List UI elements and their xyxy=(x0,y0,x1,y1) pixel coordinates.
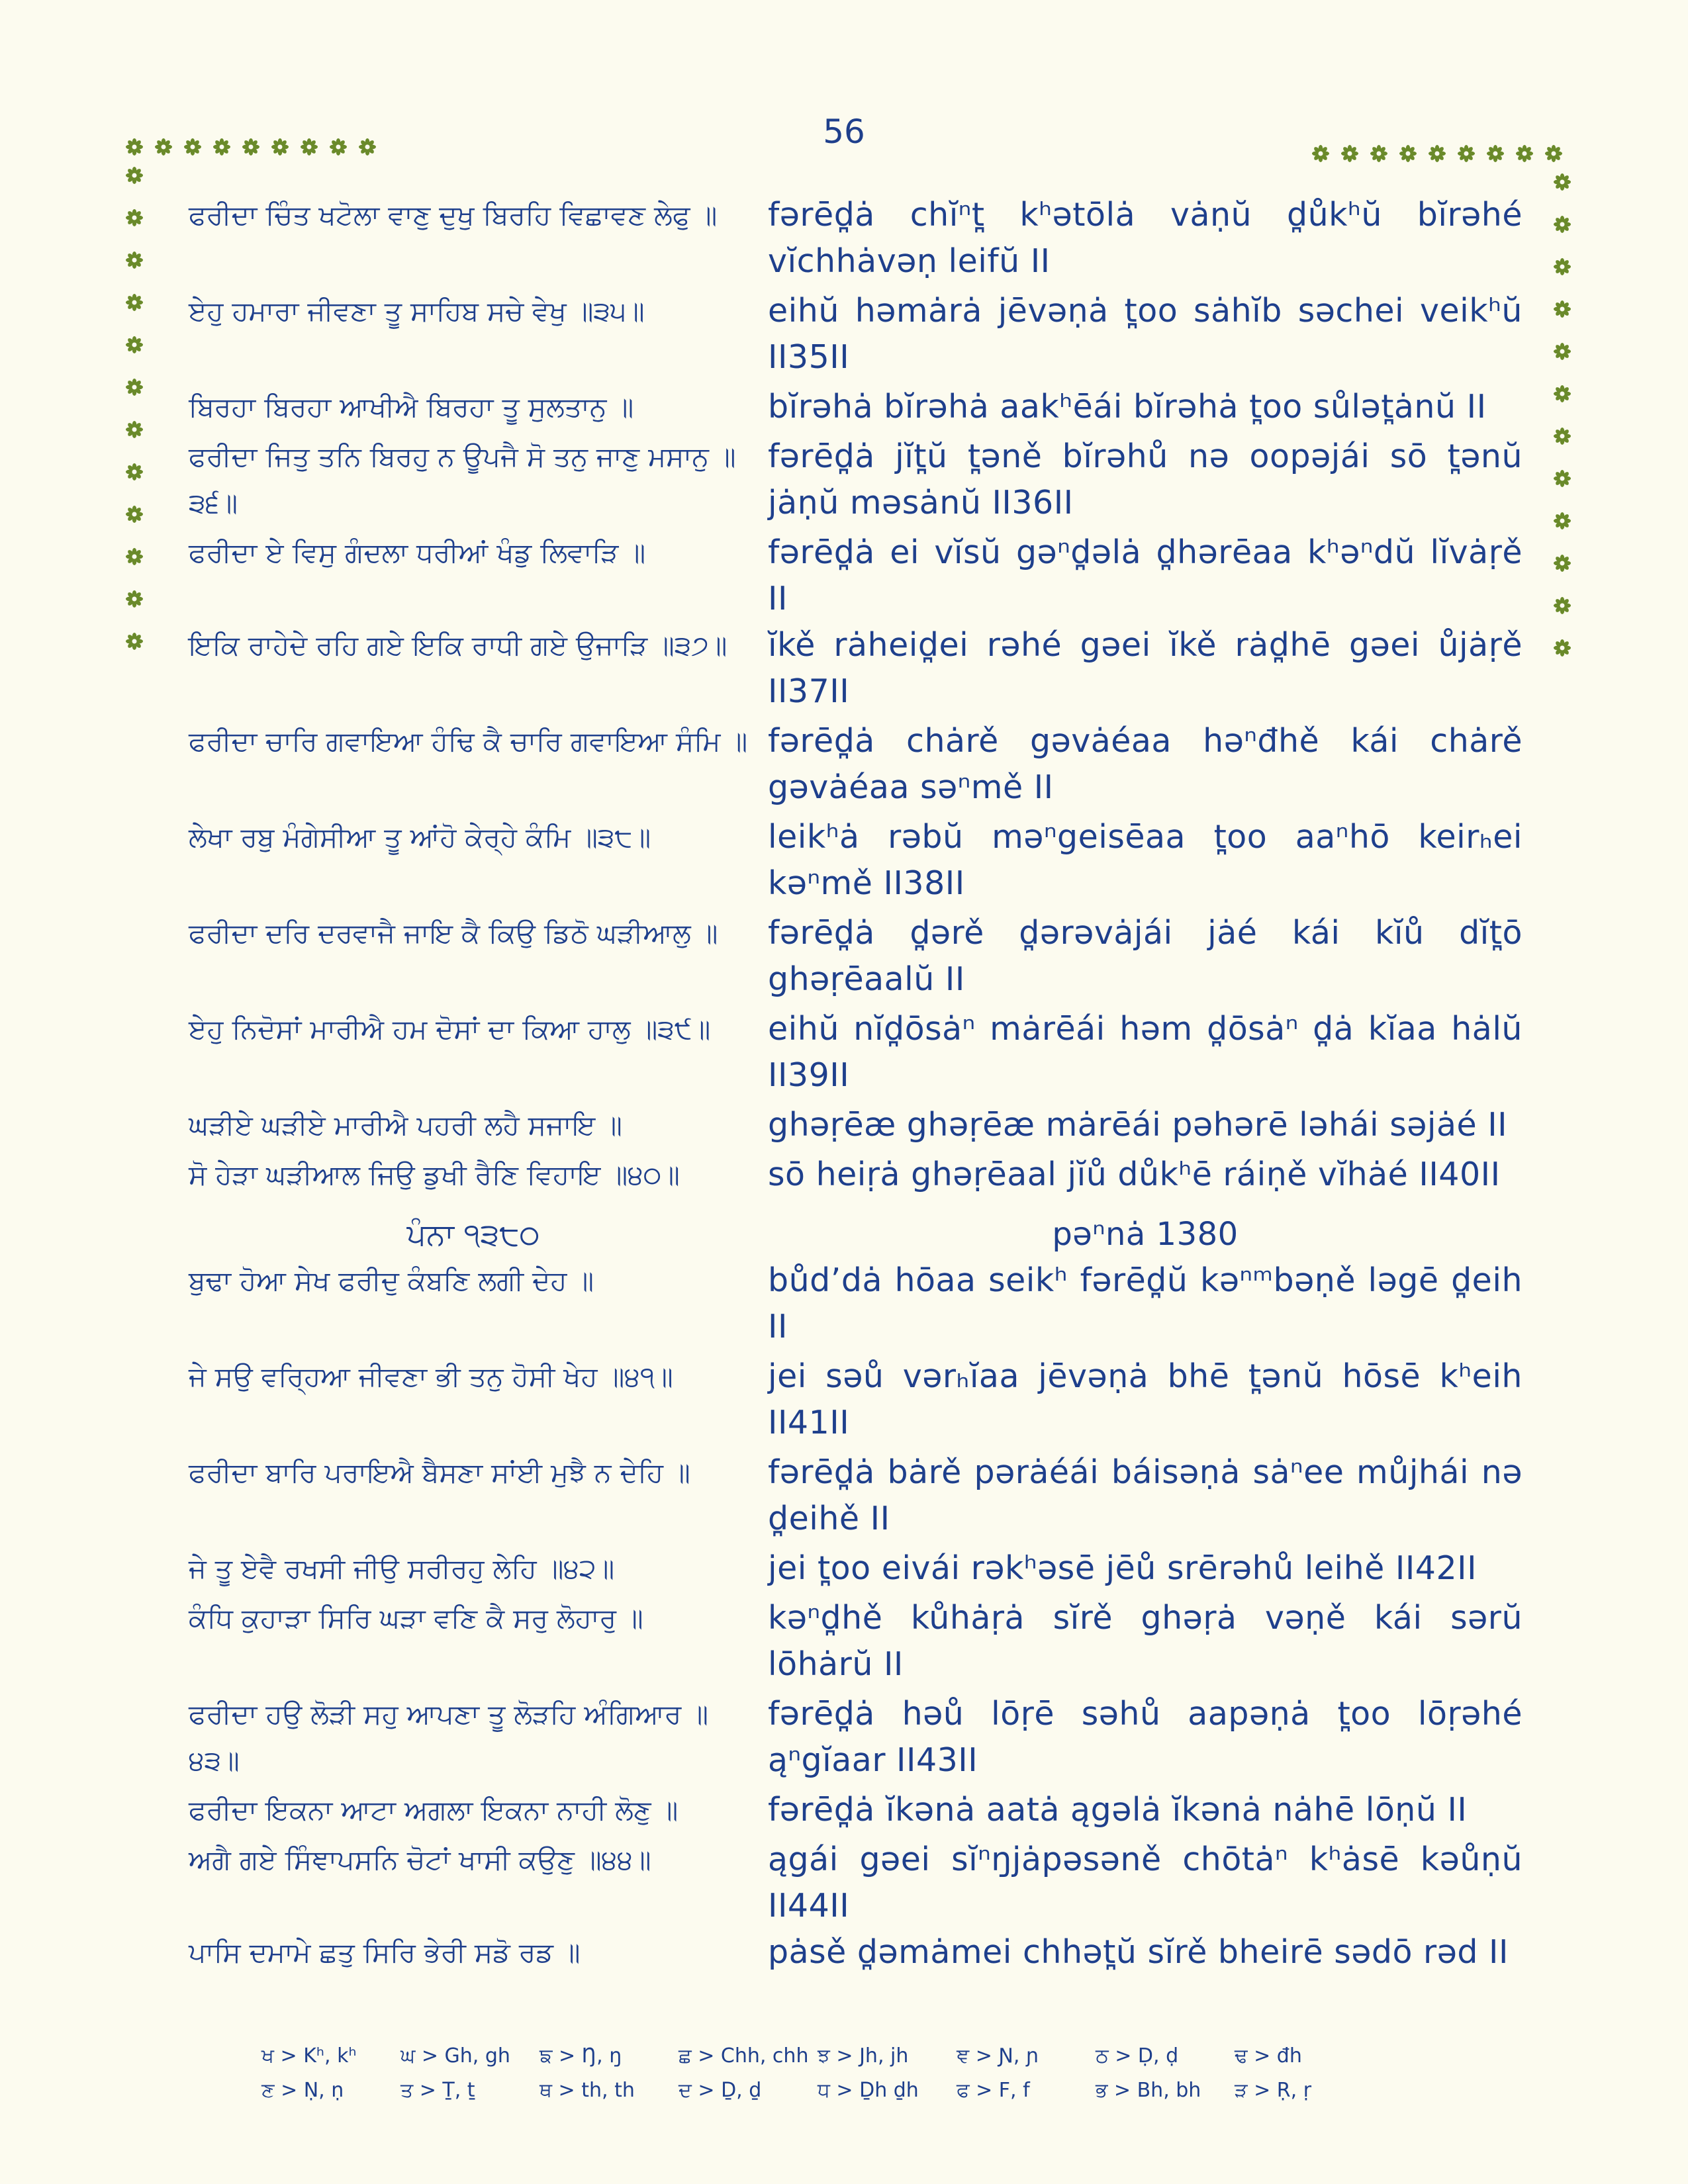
flower-icon xyxy=(1552,299,1572,319)
verse-translit: pȧsě d̪əmȧmei chhət̪ŭ sĭrě bheirē sədō rəd II xyxy=(768,1933,1509,1971)
verse-gurmukhi: ਬਿਰਹਾ ਬਿਰਹਾ ਆਖੀਐ ਬਿਰਹਾ ਤੂ ਸੁਲਤਾਨੁ ॥ xyxy=(189,391,634,423)
verse-row xyxy=(189,1257,1526,1353)
flower-icon xyxy=(154,137,173,157)
page-number: 56 xyxy=(823,113,865,151)
verse-row xyxy=(189,910,1526,1006)
flower-icon xyxy=(1485,144,1505,163)
flower-icon xyxy=(1369,144,1389,163)
panna-row xyxy=(189,1211,1526,1257)
legend-item: ਦ > Ḏ, ḏ xyxy=(679,2078,762,2102)
legend-item: ਛ > Chh, chh xyxy=(679,2044,809,2068)
verse-gurmukhi: ਸੋ ਹੇੜਾ ਘੜੀਆਲ ਜਿਉ ਡੁਖੀ ਰੈਣਿ ਵਿਹਾਇ ॥੪੦॥ xyxy=(189,1159,680,1191)
flower-icon xyxy=(1552,172,1572,192)
verse-gurmukhi: ਜੇ ਸਉ ਵਰ੍ਹਿਆ ਜੀਵਣਾ ਭੀ ਤਨੁ ਹੋਸੀ ਖੇਹ ॥੪੧॥ xyxy=(189,1361,673,1392)
verse-gurmukhi: ਜੇ ਤੂ ਏਵੈ ਰਖਸੀ ਜੀਉ ਸਰੀਰਹੁ ਲੇਹਿ ॥੪੨॥ xyxy=(189,1553,615,1584)
verse-translit: eihŭ həmȧrȧ jēvəṇȧ t̪oo sȧhĭb səchei veikʰŭ II35II xyxy=(768,292,1523,376)
verse-row xyxy=(189,718,1526,814)
verse-translit: bůd’dȧ hōaa seikʰ fərēd̪ŭ kəⁿᵐbəṇě ləgē d̪eih II xyxy=(768,1261,1523,1345)
verse-row xyxy=(189,1929,1526,1979)
flower-icon xyxy=(1456,144,1476,163)
flower-icon xyxy=(1552,553,1572,573)
verse-translit: fərēd̪ȧ jĭt̪ŭ t̪əně bĭrəhů nə oopəjái sō t̪ənŭ jȧṇŭ məsȧnŭ II36II xyxy=(768,437,1523,522)
flower-icon xyxy=(1552,214,1572,234)
flower-icon xyxy=(124,377,144,397)
flower-icon xyxy=(1398,144,1418,163)
verse-row xyxy=(189,288,1526,384)
flower-icon xyxy=(1552,384,1572,404)
legend-item: ਙ > Ŋ, ŋ xyxy=(539,2044,622,2068)
verse-translit: jei t̪oo eivái rəkʰəsē jēů srērəhů leihě II42II xyxy=(768,1549,1477,1587)
verse-row xyxy=(189,1449,1526,1545)
legend-item: ਣ > Ṇ, ṇ xyxy=(261,2078,344,2102)
verse-translit: eihŭ nĭd̪ōsȧⁿ mȧrēái həm d̪ōsȧⁿ d̪ȧ kĭaa hȧlŭ II39II xyxy=(768,1010,1523,1094)
flower-icon xyxy=(124,335,144,355)
flower-icon xyxy=(124,631,144,651)
verse-gurmukhi: ਏਹੁ ਨਿਦੋਸਾਂ ਮਾਰੀਐ ਹਮ ਦੋਸਾਂ ਦਾ ਕਿਆ ਹਾਲੁ ॥੩੯॥ xyxy=(189,1013,711,1045)
flower-icon xyxy=(124,250,144,270)
flower-icon xyxy=(124,589,144,609)
flower-icon xyxy=(124,420,144,439)
flower-icon xyxy=(1552,638,1572,658)
flower-icon xyxy=(124,293,144,312)
verse-content xyxy=(189,192,1526,1979)
legend-item: ੜ > Ṛ, ṛ xyxy=(1235,2078,1312,2102)
verse-translit: leikʰȧ rəbŭ məⁿgeisēaa t̪oo aaⁿhō keirₕei kəⁿmě II38II xyxy=(768,818,1523,902)
verse-gurmukhi: ਫਰੀਦਾ ਏ ਵਿਸੁ ਗੰਦਲਾ ਧਰੀਆਂ ਖੰਡੁ ਲਿਵਾੜਿ ॥ xyxy=(189,537,646,569)
verse-gurmukhi: ਘੜੀਏ ਘੜੀਏ ਮਾਰੀਐ ਪਹਰੀ ਲਹੈ ਸਜਾਇ ॥ xyxy=(189,1109,622,1141)
flower-icon xyxy=(124,208,144,228)
verse-row xyxy=(189,1787,1526,1837)
verse-gurmukhi: ਫਰੀਦਾ ਇਕਨਾ ਆਟਾ ਅਗਲਾ ਇਕਨਾ ਨਾਹੀ ਲੋਣੁ ॥ xyxy=(189,1794,679,1826)
verse-gurmukhi: ਏਹੁ ਹਮਾਰਾ ਜੀਵਣਾ ਤੂ ਸਾਹਿਬ ਸਚੇ ਵੇਖੁ ॥੩੫॥ xyxy=(189,295,645,327)
flower-icon xyxy=(124,547,144,567)
legend-item: ਥ > th, th xyxy=(539,2078,635,2102)
legend-item: ਧ > Ḏh ḏh xyxy=(818,2078,919,2102)
legend-item: ਫ > F, f xyxy=(957,2078,1030,2102)
flower-icon xyxy=(1552,257,1572,277)
verse-list-top xyxy=(189,192,1526,1211)
verse-gurmukhi: ਅਗੈ ਗਏ ਸਿੰਞਾਪਸਨਿ ਚੋਟਾਂ ਖਾਸੀ ਕਉਣੁ ॥੪੪॥ xyxy=(189,1844,651,1876)
verse-translit: jei səů vərₕĭaa jēvəṇȧ bhē t̪ənŭ hōsē kʰeih II41II xyxy=(768,1357,1523,1441)
flower-icon xyxy=(241,137,261,157)
verse-translit: ĭkě rȧheid̪ei rəhé gəei ĭkě rȧd̪hē gəei ůjȧṛě II37II xyxy=(768,626,1523,710)
legend-item: ਠ > Ḍ, ḍ xyxy=(1096,2044,1179,2068)
verse-translit: fərēd̪ȧ ei vĭsŭ gəⁿd̪əlȧ d̪hərēaa kʰəⁿdŭ lĭvȧṛě II xyxy=(768,533,1523,617)
verse-gurmukhi: ਕੰਧਿ ਕੁਹਾੜਾ ਸਿਰਿ ਘੜਾ ਵਣਿ ਕੈ ਸਰੁ ਲੋਹਾਰੁ ॥ xyxy=(189,1602,643,1634)
verse-translit: sō heiṛȧ ghəṛēaal jĭů důkʰē ráiṇě vĭhȧé II40II xyxy=(768,1156,1501,1193)
flower-icon xyxy=(1544,144,1564,163)
transliteration-legend xyxy=(261,2038,1387,2107)
legend-item: ਘ > Gh, gh xyxy=(400,2044,510,2068)
panna-translit: pəⁿnȧ 1380 xyxy=(1052,1216,1239,1253)
verse-translit: kəⁿd̪hě kůhȧṛȧ sĭrě ghəṛȧ vəṇě kái sərŭ lōhȧrŭ II xyxy=(768,1599,1523,1683)
legend-item: ਤ > Ṯ, ṯ xyxy=(400,2078,475,2102)
flower-icon xyxy=(357,137,377,157)
legend-item: ਖ > Kʰ, kʰ xyxy=(261,2044,357,2068)
verse-row xyxy=(189,192,1526,288)
legend-item: ਭ > Bh, bh xyxy=(1096,2078,1201,2102)
verse-row xyxy=(189,529,1526,622)
verse-list-bottom xyxy=(189,1257,1526,1979)
verse-row xyxy=(189,1691,1526,1787)
verse-row xyxy=(189,1545,1526,1595)
verse-row xyxy=(189,433,1526,529)
verse-gurmukhi: ਫਰੀਦਾ ਚਿੰਤ ਖਟੋਲਾ ਵਾਣੁ ਦੁਖੁ ਬਿਰਹਿ ਵਿਛਾਵਣ ਲੇਫੁ ॥ xyxy=(189,199,718,231)
flower-icon xyxy=(1311,144,1331,163)
verse-gurmukhi: ਪਾਸਿ ਦਮਾਮੇ ਛਤੁ ਸਿਰਿ ਭੇਰੀ ਸਡੋ ਰਡ ॥ xyxy=(189,1936,581,1968)
verse-translit: fərēd̪ȧ d̪ərě d̪ərəvȧjái jȧé kái kĭů dĭt̪ō ghəṛēaalŭ II xyxy=(768,914,1523,998)
verse-translit: fərēd̪ȧ chȧrě gəvȧéaa həⁿđhě kái chȧrě gəvȧéaa səⁿmě II xyxy=(768,722,1523,806)
verse-translit: bĭrəhȧ bĭrəhȧ aakʰēái bĭrəhȧ t̪oo sůlət̪ȧnŭ II xyxy=(768,388,1487,426)
flower-icon xyxy=(1515,144,1534,163)
verse-row xyxy=(189,814,1526,910)
verse-gurmukhi: ਫਰੀਦਾ ਬਾਰਿ ਪਰਾਇਐ ਬੈਸਣਾ ਸਾਂਈ ਮੁਝੈ ਨ ਦੇਹਿ ॥ xyxy=(189,1457,690,1488)
verse-gurmukhi: ਬੁਢਾ ਹੋਆ ਸੇਖ ਫਰੀਦੁ ਕੰਬਣਿ ਲਗੀ ਦੇਹ ॥ xyxy=(189,1265,594,1297)
flower-icon xyxy=(328,137,348,157)
flower-icon xyxy=(1552,469,1572,488)
flower-icon xyxy=(1552,341,1572,361)
verse-row xyxy=(189,1006,1526,1102)
verse-row xyxy=(189,1102,1526,1152)
flower-icon xyxy=(1552,511,1572,531)
verse-translit: fərēd̪ȧ bȧrě pərȧéái báisəṇȧ sȧⁿee můjhái nə d̪eihě II xyxy=(768,1453,1523,1537)
verse-gurmukhi: ਲੇਖਾ ਰਬੁ ਮੰਗੇਸੀਆ ਤੂ ਆਂਹੋ ਕੇਰ੍ਹੇ ਕੰਮਿ ॥੩੮॥ xyxy=(189,821,651,853)
flower-icon xyxy=(124,165,144,185)
flower-icon xyxy=(124,462,144,482)
flower-icon xyxy=(124,137,144,157)
panna-gurmukhi: ਪੰਨਾ ੧੩੮੦ xyxy=(406,1216,540,1252)
flower-icon xyxy=(270,137,290,157)
flower-icon xyxy=(1552,596,1572,615)
verse-gurmukhi: ਫਰੀਦਾ ਦਰਿ ਦਰਵਾਜੈ ਜਾਇ ਕੈ ਕਿਉ ਡਿਠੋ ਘੜੀਆਲੁ ॥ xyxy=(189,917,718,949)
flower-icon xyxy=(299,137,319,157)
verse-gurmukhi: ਫਰੀਦਾ ਹਉ ਲੋੜੀ ਸਹੁ ਆਪਣਾ ਤੂ ਲੋੜਹਿ ਅੰਗਿਆਰ ॥੪੩॥ xyxy=(189,1698,709,1776)
verse-gurmukhi: ਇਕਿ ਰਾਹੇਦੇ ਰਹਿ ਗਏ ਇਕਿ ਰਾਧੀ ਗਏ ਉਜਾੜਿ ॥੩੭॥ xyxy=(189,629,727,661)
verse-gurmukhi: ਫਰੀਦਾ ਜਿਤੁ ਤਨਿ ਬਿਰਹੁ ਨ ਊਪਜੈ ਸੋ ਤਨੁ ਜਾਣੁ ਮਸਾਨੁ ॥੩੬॥ xyxy=(189,441,736,519)
verse-translit: fərēd̪ȧ həů lōṛē səhů aapəṇȧ t̪oo lōṛəhé ąⁿgĭaar II43II xyxy=(768,1695,1523,1779)
verse-gurmukhi: ਫਰੀਦਾ ਚਾਰਿ ਗਵਾਇਆ ਹੰਢਿ ਕੈ ਚਾਰਿ ਗਵਾਇਆ ਸੰਮਿ ॥ xyxy=(189,725,748,757)
verse-translit: ągái gəei sĭⁿŋjȧpəsəně chōtȧⁿ kʰȧsē kəůṇŭ II44II xyxy=(768,1841,1523,1925)
legend-item: ਝ > Jh, jh xyxy=(818,2044,909,2068)
verse-translit: fərēd̪ȧ ĭkənȧ aatȧ ągəlȧ ĭkənȧ nȧhē lōṇŭ II xyxy=(768,1791,1468,1829)
flower-icon xyxy=(212,137,232,157)
flower-icon xyxy=(124,504,144,524)
flower-icon xyxy=(1340,144,1360,163)
verse-translit: fərēd̪ȧ chĭⁿt̪ kʰətōlȧ vȧṇŭ d̪ůkʰŭ bĭrəhé vĭchhȧvəṇ leifŭ II xyxy=(768,196,1523,280)
verse-row xyxy=(189,1152,1526,1211)
flower-icon xyxy=(1427,144,1447,163)
legend-item: ਢ > đh xyxy=(1235,2044,1302,2068)
verse-translit: ghəṛēæ ghəṛēæ mȧrēái pəhərē ləhái səjȧé II xyxy=(768,1106,1508,1144)
verse-row xyxy=(189,1353,1526,1449)
verse-row xyxy=(189,1595,1526,1691)
legend-row xyxy=(261,2073,1387,2107)
verse-row xyxy=(189,622,1526,718)
legend-row xyxy=(261,2038,1387,2073)
flower-icon xyxy=(1552,426,1572,446)
verse-row xyxy=(189,384,1526,433)
verse-row xyxy=(189,1837,1526,1929)
flower-icon xyxy=(183,137,203,157)
legend-item: ਞ > Ɲ, ɲ xyxy=(957,2044,1039,2068)
